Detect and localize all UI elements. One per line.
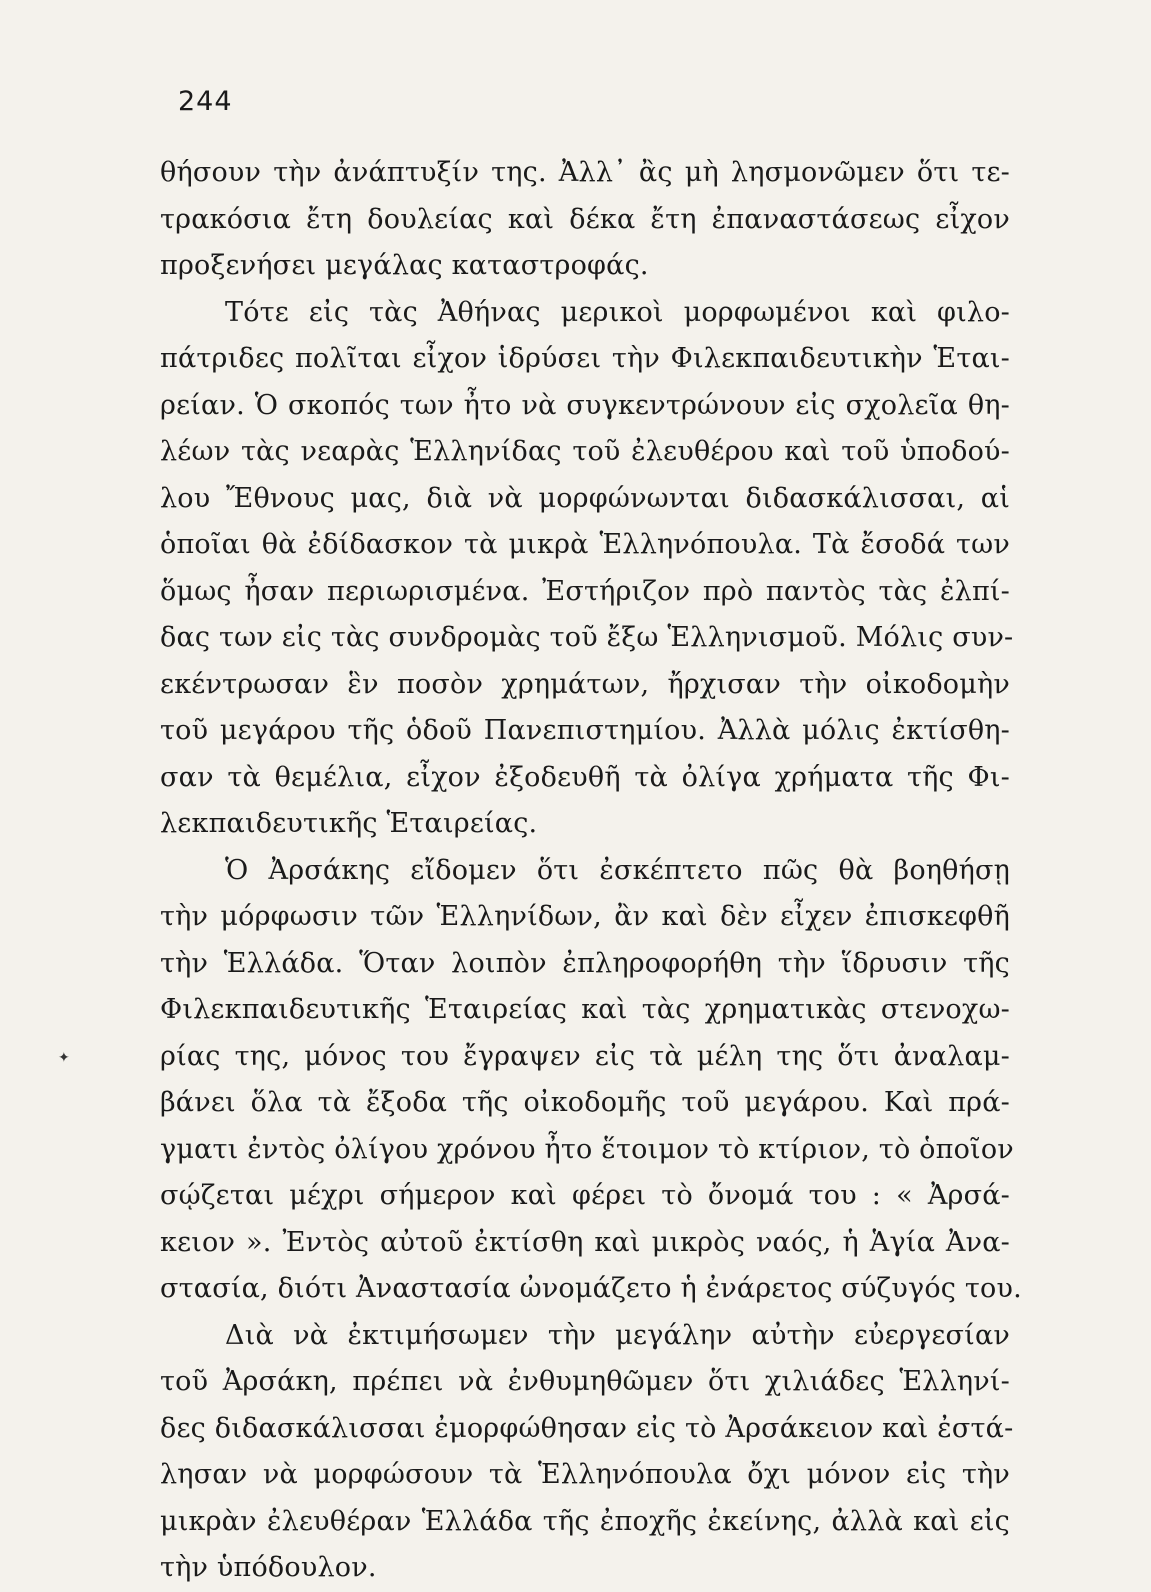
text-line: τρακόσια ἔτη δουλείας καὶ δέκα ἔτη ἐπαναστάσεως εἶχον <box>160 203 1010 235</box>
text-line: τὴν μόρφωσιν τῶν Ἑλληνίδων, ἂν καὶ δὲν εἶχεν ἐπισκεφθῆ <box>160 901 1010 932</box>
text-line: βάνει ὅλα τὰ ἔξοδα τῆς οἰκοδομῆς τοῦ μεγάρου. Καὶ πρά- <box>160 1087 1010 1118</box>
text-line: ὁποῖαι θὰ ἐδίδασκον τὰ μικρὰ Ἑλληνόπουλα. Τὰ ἔσοδά των <box>160 529 1010 560</box>
text-line: σαν τὰ θεμέλια, εἶχον ἐξοδευθῆ τὰ ὀλίγα χρήματα τῆς Φι- <box>160 761 1010 793</box>
text-line: προξενήσει μεγάλας καταστροφάς. <box>160 250 649 281</box>
text-line: λέων τὰς νεαρὰς Ἑλληνίδας τοῦ ἐλευθέρου καὶ τοῦ ὑποδού- <box>160 436 1010 467</box>
text-line: τὴν Ἑλλάδα. Ὅταν λοιπὸν ἐπληροφορήθη τὴν ἵδρυσιν τῆς <box>160 947 1010 979</box>
page-number: 244 <box>178 86 233 117</box>
text-line: ρίας της, μόνος του ἔγραψεν εἰς τὰ μέλη της ὅτι ἀναλαμ- <box>160 1040 1010 1072</box>
text-line: γματι ἐντὸς ὀλίγου χρόνου ἦτο ἕτοιμον τὸ κτίριον, τὸ ὁποῖον <box>160 1133 1014 1165</box>
text-line: στασία, διότι Ἀναστασία ὠνομάζετο ἡ ἐνάρετος σύζυγός του. <box>160 1273 1022 1304</box>
text-line: τοῦ Ἀρσάκη, πρέπει νὰ ἐνθυμηθῶμεν ὅτι χιλιάδες Ἑλληνί- <box>160 1366 1010 1397</box>
text-line: Διὰ νὰ ἐκτιμήσωμεν τὴν μεγάλην αὐτὴν εὐεργεσίαν <box>225 1319 1010 1351</box>
body-text <box>160 150 1022 1592</box>
text-line: Τότε εἰς τὰς Ἀθήνας μερικοὶ μορφωμένοι καὶ φιλο- <box>225 296 1010 328</box>
margin-mark-icon: ✦ <box>58 1050 70 1066</box>
text-line: λου Ἔθνους μας, διὰ νὰ μορφώνωνται διδασκάλισσαι, αἱ <box>160 482 1010 514</box>
text-line: τοῦ μεγάρου τῆς ὁδοῦ Πανεπιστημίου. Ἀλλὰ μόλις ἐκτίσθη- <box>160 715 1010 746</box>
text-line: δες διδασκάλισσαι ἐμορφώθησαν εἰς τὸ Ἀρσάκειον καὶ ἐστά- <box>160 1412 1014 1444</box>
text-line: τὴν ὑπόδουλον. <box>160 1552 377 1583</box>
text-line: κειον ». Ἐντὸς αὐτοῦ ἐκτίσθη καὶ μικρὸς ναός, ἡ Ἁγία Ἀνα- <box>160 1226 1010 1258</box>
text-line: σῴζεται μέχρι σήμερον καὶ φέρει τὸ ὄνομά του : « Ἀρσά- <box>160 1180 1010 1211</box>
text-line: ρείαν. Ὁ σκοπός των ἦτο νὰ συγκεντρώνουν εἰς σχολεῖα θη- <box>160 389 1010 421</box>
text-line: ὅμως ἦσαν περιωρισμένα. Ἐστήριζον πρὸ παντὸς τὰς ἐλπί- <box>160 575 1010 607</box>
text-line: λεκπαιδευτικῆς Ἑταιρείας. <box>160 808 538 839</box>
text-line: Ὁ Ἀρσάκης εἴδομεν ὅτι ἐσκέπτετο πῶς θὰ βοηθήσῃ <box>225 854 1010 886</box>
text-line: Φιλεκπαιδευτικῆς Ἑταιρείας καὶ τὰς χρηματικὰς στενοχω- <box>160 994 1010 1025</box>
text-line: λησαν νὰ μορφώσουν τὰ Ἑλληνόπουλα ὄχι μόνον εἰς τὴν <box>160 1459 1010 1490</box>
text-line: μικρὰν ἐλευθέραν Ἑλλάδα τῆς ἐποχῆς ἐκείνης, ἀλλὰ καὶ εἰς <box>160 1505 1010 1537</box>
text-line: πάτριδες πολῖται εἶχον ἱδρύσει τὴν Φιλεκπαιδευτικὴν Ἑται- <box>160 343 1010 374</box>
text-line: εκέντρωσαν ἓν ποσὸν χρημάτων, ἤρχισαν τὴν οἰκοδομὴν <box>160 668 1010 700</box>
text-line: δας των εἰς τὰς συνδρομὰς τοῦ ἔξω Ἑλληνισμοῦ. Μόλις συν- <box>160 622 1014 653</box>
text-line: θήσουν τὴν ἀνάπτυξίν της. Ἀλλ᾽ ἂς μὴ λησμονῶμεν ὅτι τε- <box>160 157 1010 188</box>
